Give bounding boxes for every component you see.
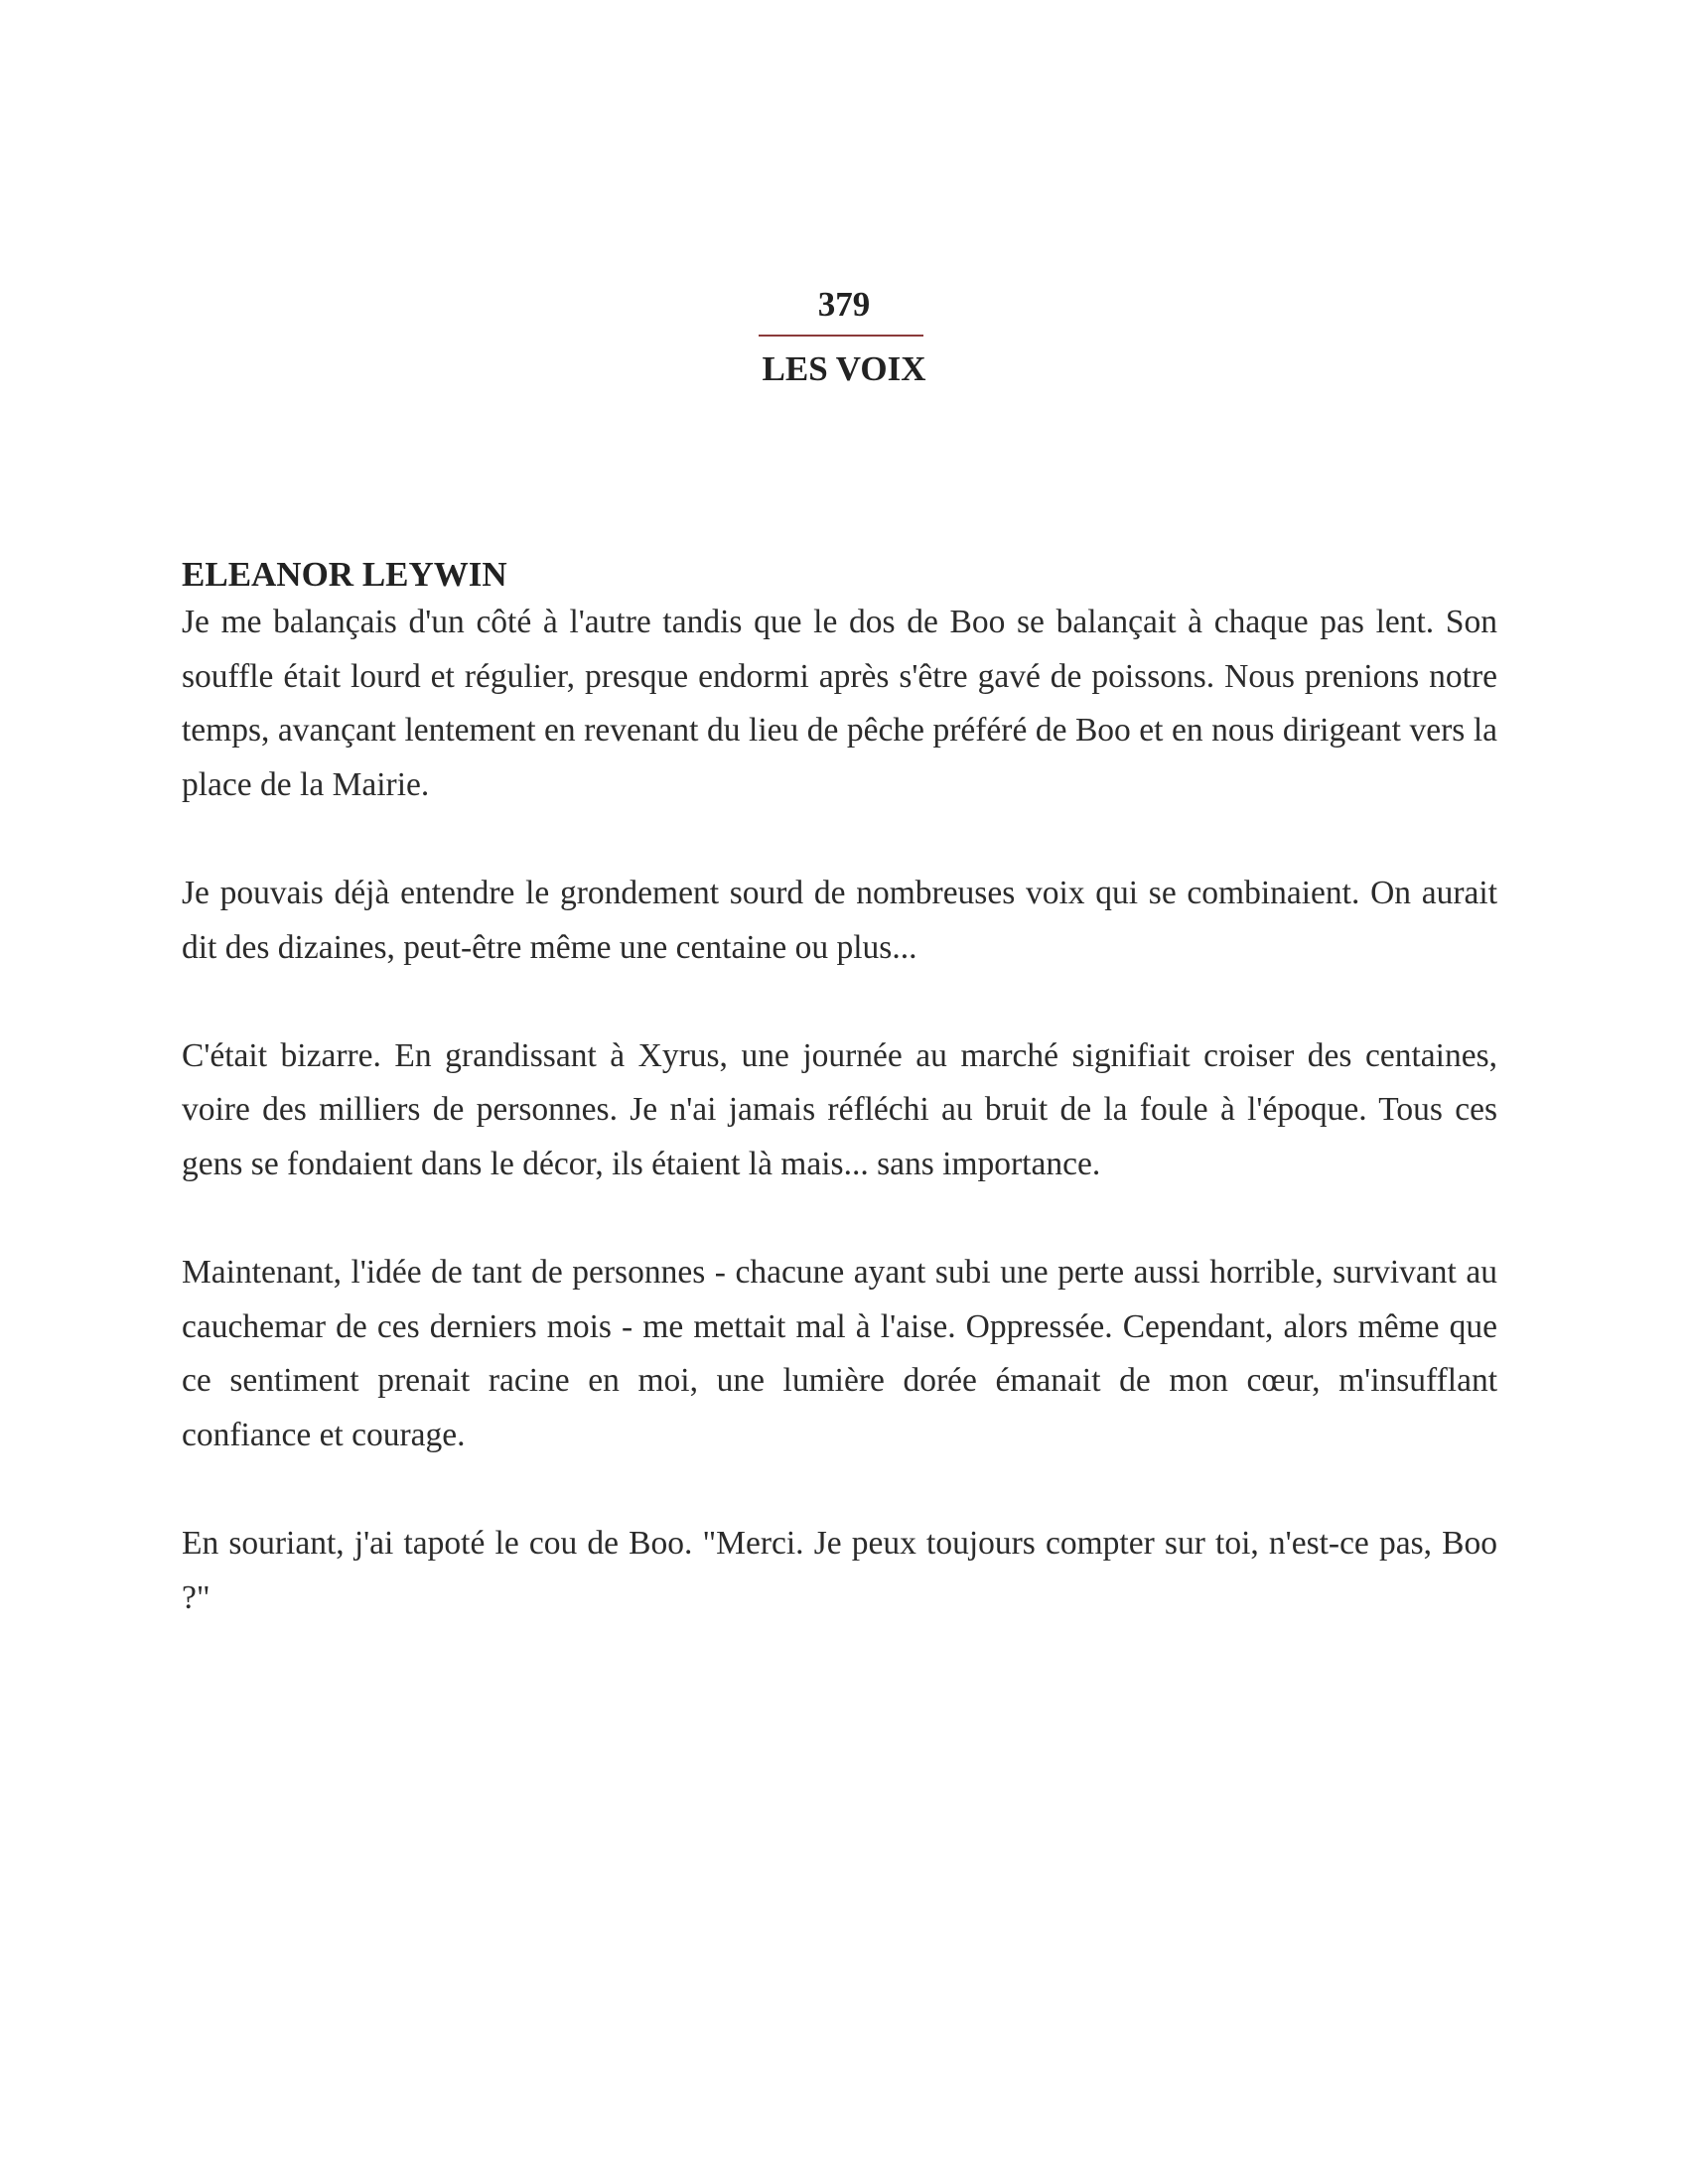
paragraph: Je pouvais déjà entendre le grondement sourd de nombreuses voix qui se combinaient. On aurait dit des dizaines, peut-être même une centaine ou plus... xyxy=(182,874,1497,966)
paragraph: Maintenant, l'idée de tant de personnes - chacune ayant subi une perte aussi horrible, survivant au cauchemar de ces derniers mois - me mettait mal à l'aise. Oppressée. Cependant, alors même que ce sentiment prenait racine en moi, une lumière dorée émanait de mon cœur, m'insufflant confiance et courage. xyxy=(182,1254,1497,1453)
pov-heading: ELEANOR LEYWIN xyxy=(182,555,507,594)
chapter-title: LES VOIX xyxy=(762,349,926,388)
paragraph: Je me balançais d'un côté à l'autre tandis que le dos de Boo se balançait à chaque pas lent. Son souffle était lourd et régulier, presque endormi après s'être gavé de poissons. Nous prenions notre temps, avançant lentement en revenant du lieu de pêche préféré de Boo et en nous dirigeant vers la place de la Mairie. xyxy=(182,604,1497,803)
chapter-number: 379 xyxy=(817,285,871,324)
paragraph: En souriant, j'ai tapoté le cou de Boo. "Merci. Je peux toujours compter sur toi, n'est-ce pas, Boo ?" xyxy=(182,1525,1497,1616)
chapter-divider xyxy=(759,335,923,337)
paragraph: C'était bizarre. En grandissant à Xyrus, une journée au marché signifiait croiser des centaines, voire des milliers de personnes. Je n'ai jamais réfléchi au bruit de la foule à l'époque. Tous ces gens se fondaient dans le décor, ils étaient là mais... sans importance. xyxy=(182,1036,1497,1182)
chapter-body xyxy=(182,554,1497,1625)
